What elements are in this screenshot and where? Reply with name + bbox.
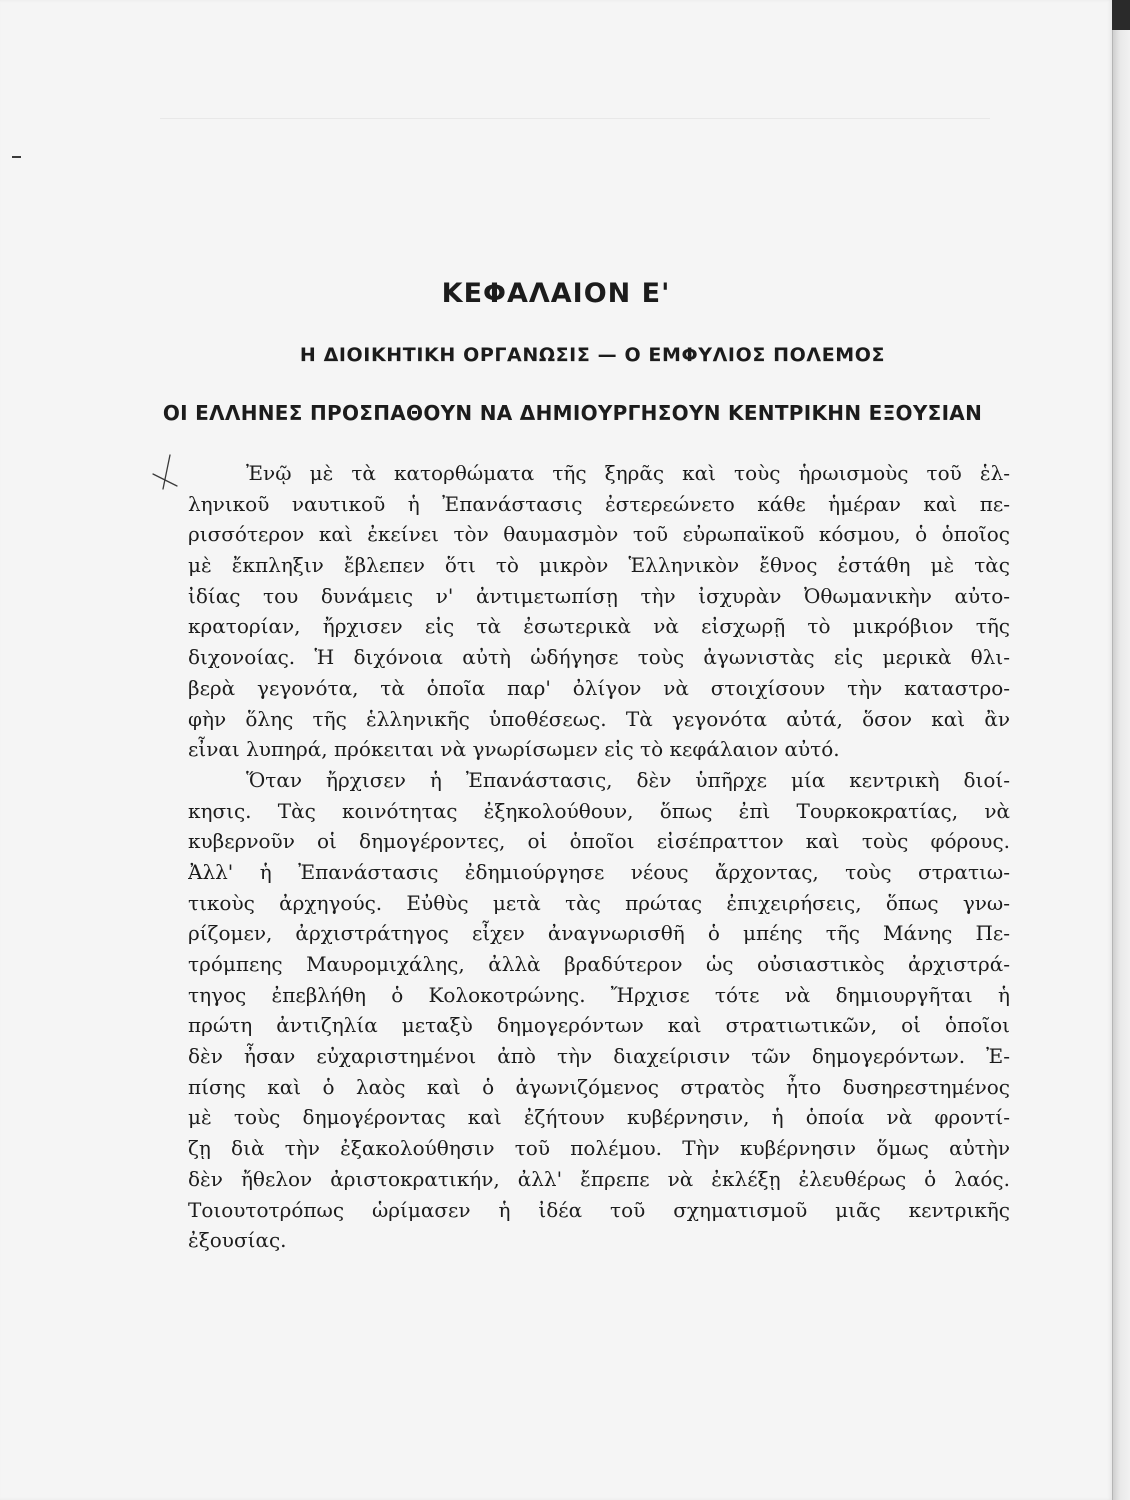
text-line: Ἀλλ' ἡ Ἐπανάστασις ἐδημιούργησε νέους ἄρχοντας, τοὺς στρατιω- (188, 859, 1010, 884)
text-line: τρόμπεης Μαυρομιχάλης, ἀλλὰ βραδύτερον ὡς οὐσιαστικὸς ἀρχιστρά- (188, 952, 1010, 976)
section-heading: ΟΙ ΕΛΛΗΝΕΣ ΠΡΟΣΠΑΘΟΥΝ ΝΑ ΔΗΜΙΟΥΡΓΗΣΟΥΝ ΚΕΝΤΡΙΚΗΝ ΕΞΟΥΣΙΑΝ (162, 401, 983, 425)
text-line: πίσης καὶ ὁ λαὸς καὶ ὁ ἀγωνιζόμενος στρατὸς ἦτο δυσηρεστημένος (188, 1074, 1010, 1099)
text-line: κησις. Τὰς κοινότητας ἐξηκολούθουν, ὅπως ἐπὶ Τουρκοκρατίας, νὰ (188, 798, 1010, 823)
text-line: Ὅταν ἤρχισεν ἡ Ἐπανάστασις, δὲν ὑπῆρχε μία κεντρικὴ διοί- (246, 767, 1010, 792)
chapter-subtitle: Η ΔΙΟΙΚΗΤΙΚΗ ΟΡΓΑΝΩΣΙΣ — Ο ΕΜΦΥΛΙΟΣ ΠΟΛΕΜΟΣ (299, 344, 886, 366)
text-line: Τοιουτοτρόπως ὡρίμασεν ἡ ἰδέα τοῦ σχηματισμοῦ μιᾶς κεντρικῆς (188, 1197, 1010, 1222)
paragraph-1 (188, 458, 1010, 765)
page-edge (1112, 0, 1130, 1500)
chapter-title: ΚΕΦΑΛΑΙΟΝ Ε' (441, 278, 671, 309)
text-line: κυβερνοῦν οἱ δημογέροντες, οἱ ὁποῖοι εἰσέπραττον καὶ τοὺς φόρους. (188, 829, 1010, 854)
text-line: διχονοίας. Ἡ διχόνοια αὐτὴ ὡδήγησε τοὺς ἀγωνιστὰς εἰς μερικὰ θλι- (188, 645, 1010, 670)
show-through-rule (160, 118, 990, 119)
text-line: φὴν ὅλης τῆς ἑλληνικῆς ὑποθέσεως. Τὰ γεγονότα αὐτά, ὅσον καὶ ἂν (188, 706, 1010, 731)
text-line: πρώτη ἀντιζηλία μεταξὺ δημογερόντων καὶ στρατιωτικῶν, οἱ ὁποῖοι (188, 1013, 1010, 1038)
text-line: ρίζομεν, ἀρχιστράτηγος εἶχεν ἀναγνωρισθῆ ὁ μπέης τῆς Μάνης Πε- (188, 921, 1010, 946)
paragraph-2 (188, 765, 1010, 1256)
text-line: κρατορίαν, ἤρχισεν εἰς τὰ ἐσωτερικὰ νὰ εἰσχωρῇ τὸ μικρόβιον τῆς (188, 614, 1010, 639)
text-line: μὲ ἔκπληξιν ἔβλεπεν ὅτι τὸ μικρὸν Ἑλληνικὸν ἔθνος ἐστάθη μὲ τὰς (188, 553, 1010, 578)
text-line: εἶναι λυπηρά, πρόκειται νὰ γνωρίσωμεν εἰς τὸ κεφάλαιον αὐτό. (188, 737, 840, 762)
text-line: Ἐνῷ μὲ τὰ κατορθώματα τῆς ξηρᾶς καὶ τοὺς ἡρωισμοὺς τοῦ ἑλ- (246, 461, 1010, 485)
text-line: ἰδίας του δυνάμεις ν' ἀντιμετωπίσῃ τὴν ἰσχυρὰν Ὀθωμανικὴν αὐτο- (188, 583, 1010, 608)
text-line: τικοὺς ἀρχηγούς. Εὐθὺς μετὰ τὰς πρώτας ἐπιχειρήσεις, ὅπως γνω- (188, 890, 1010, 915)
page-edge-shadow (1112, 0, 1130, 30)
text-line: ρισσότερον καὶ ἐκείνει τὸν θαυμασμὸν τοῦ εὐρωπαϊκοῦ κόσμου, ὁ ὁποῖος (188, 522, 1010, 547)
margin-dash-mark (12, 156, 21, 158)
text-line: τηγος ἐπεβλήθη ὁ Κολοκοτρώνης. Ἤρχισε τότε νὰ δημιουργῆται ἡ (188, 982, 1010, 1007)
pencil-x-mark-icon (150, 452, 182, 492)
text-line: μὲ τοὺς δημογέροντας καὶ ἐζήτουν κυβέρνησιν, ἡ ὁποία νὰ φροντί- (188, 1105, 1010, 1130)
text-line: δὲν ἤθελον ἀριστοκρατικήν, ἀλλ' ἔπρεπε νὰ ἐκλέξῃ ἐλευθέρως ὁ λαός. (188, 1166, 1010, 1191)
body-text (188, 458, 1010, 1256)
text-line: ζῃ διὰ τὴν ἐξακολούθησιν τοῦ πολέμου. Τὴν κυβέρνησιν ὅμως αὐτὴν (188, 1136, 1010, 1161)
text-line: βερὰ γεγονότα, τὰ ὁποῖα παρ' ὀλίγον νὰ στοιχίσουν τὴν καταστρο- (188, 675, 1010, 700)
text-line: δὲν ἦσαν εὐχαριστημένοι ἀπὸ τὴν διαχείρισιν τῶν δημογερόντων. Ἐ- (188, 1044, 1010, 1069)
text-line: ἐξουσίας. (188, 1228, 287, 1253)
text-line: ληνικοῦ ναυτικοῦ ἡ Ἐπανάστασις ἐστερεώνετο κάθε ἡμέραν καὶ πε- (188, 491, 1010, 516)
